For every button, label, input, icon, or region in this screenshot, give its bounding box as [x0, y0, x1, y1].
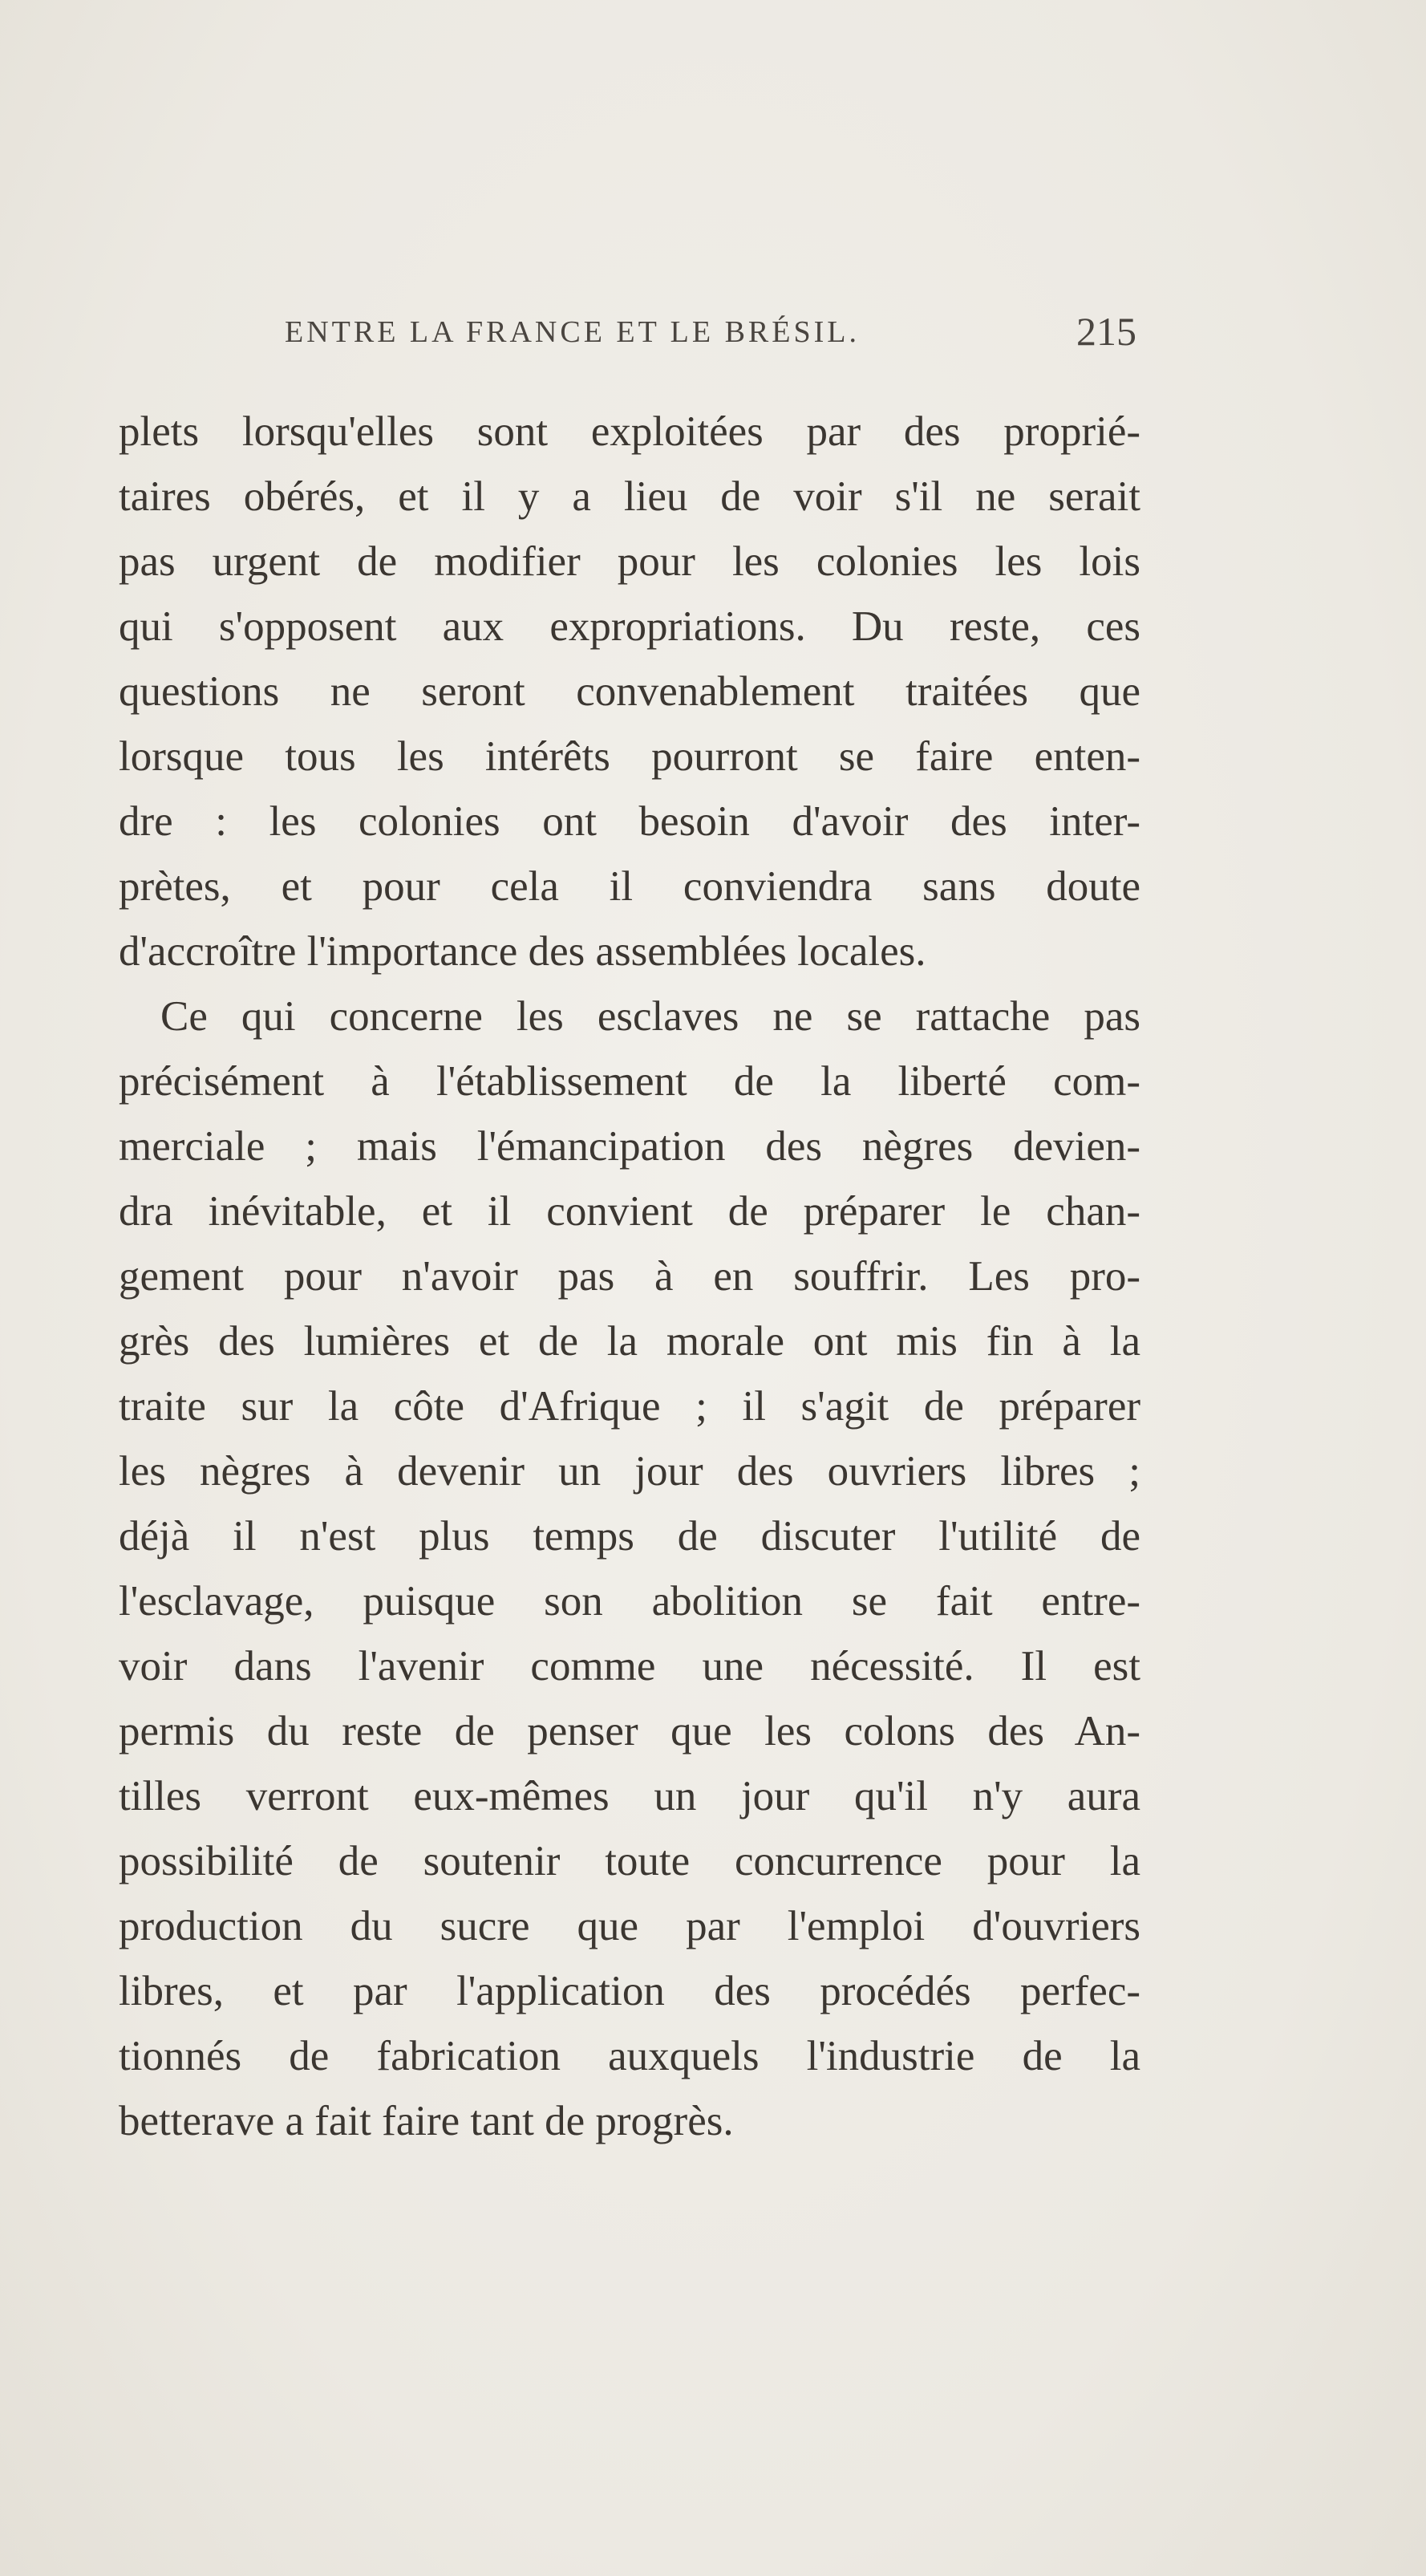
text-line: lorsque tous les intérêts pourront se faire enten-	[119, 733, 1140, 780]
text-line: permis du reste de penser que les colons des An-	[119, 1708, 1140, 1755]
text-line: qui s'opposent aux expropriations. Du reste, ces	[119, 603, 1140, 650]
text-line: tionnés de fabrication auxquels l'industrie de la	[119, 2033, 1140, 2079]
text-line: pas urgent de modifier pour les colonies les lois	[119, 538, 1140, 585]
text-line: déjà il n'est plus temps de discuter l'utilité de	[119, 1513, 1140, 1560]
text-line: questions ne seront convenablement traitées que	[119, 668, 1140, 715]
page-number: 215	[1076, 309, 1136, 354]
paragraph	[119, 400, 1140, 984]
text-line: d'accroître l'importance des assemblées locales.	[119, 928, 926, 975]
paragraph	[119, 984, 1140, 2154]
text-line: taires obérés, et il y a lieu de voir s'il ne serait	[119, 473, 1140, 520]
page-body	[119, 400, 1140, 2154]
text-line: prètes, et pour cela il conviendra sans doute	[119, 863, 1140, 910]
text-line: merciale ; mais l'émancipation des nègres devien-	[119, 1123, 1140, 1170]
text-line: gement pour n'avoir pas à en souffrir. Les pro-	[119, 1253, 1140, 1300]
page-header	[285, 309, 1136, 363]
text-line: possibilité de soutenir toute concurrence pour la	[119, 1838, 1140, 1884]
text-line: Ce qui concerne les esclaves ne se rattache pas	[160, 993, 1140, 1040]
text-line: voir dans l'avenir comme une nécessité. Il est	[119, 1643, 1140, 1690]
text-line: grès des lumières et de la morale ont mis fin à la	[119, 1318, 1140, 1365]
text-line: dre : les colonies ont besoin d'avoir des inter-	[119, 798, 1140, 845]
text-line: plets lorsqu'elles sont exploitées par des proprié-	[119, 408, 1140, 455]
text-line: l'esclavage, puisque son abolition se fait entre-	[119, 1578, 1140, 1625]
text-line: production du sucre que par l'emploi d'ouvriers	[119, 1903, 1140, 1949]
text-line: les nègres à devenir un jour des ouvriers libres ;	[119, 1448, 1140, 1495]
text-line: betterave a fait faire tant de progrès.	[119, 2098, 734, 2144]
running-title: ENTRE LA FRANCE ET LE BRÉSIL.	[285, 315, 860, 349]
text-line: libres, et par l'application des procédés perfec-	[119, 1968, 1140, 2014]
text-line: précisément à l'établissement de la liberté com-	[119, 1058, 1140, 1105]
text-line: dra inévitable, et il convient de préparer le chan-	[119, 1188, 1140, 1235]
text-line: tilles verront eux-mêmes un jour qu'il n'y aura	[119, 1773, 1140, 1819]
text-line: traite sur la côte d'Afrique ; il s'agit de préparer	[119, 1383, 1140, 1430]
